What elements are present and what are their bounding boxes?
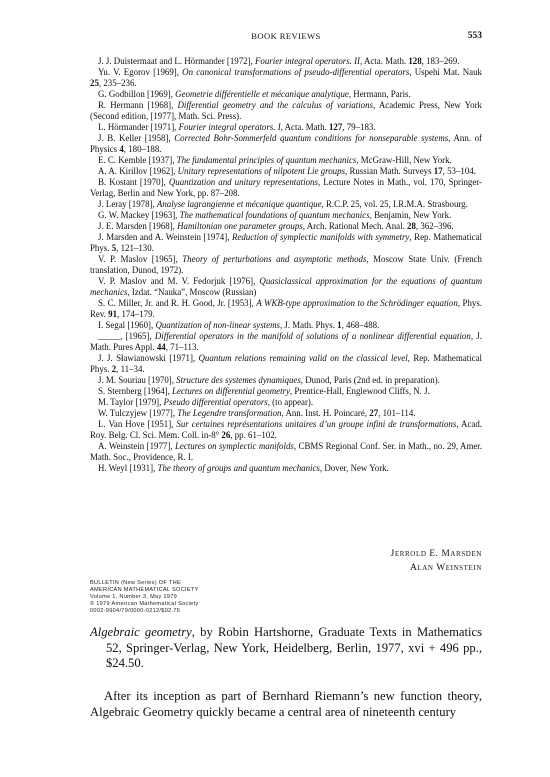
reference-pages: , 235–236. xyxy=(98,78,137,88)
reference-list xyxy=(90,56,482,474)
reference-volume: 1 xyxy=(337,320,342,330)
reference-authors: I. Segal [1960], xyxy=(98,320,156,330)
reference-entry xyxy=(90,210,482,221)
reference-pages: , 11–34. xyxy=(116,364,145,374)
reference-entry xyxy=(90,122,482,133)
reference-source: , CBMS Regional Conf. Ser. in Math., no. 29, Amer. Math. Soc., Providence, R. I. xyxy=(90,441,482,462)
reference-title: Quantum relations remaining valid on the classical level xyxy=(198,353,408,363)
reference-authors: G. Godbillon [1969], xyxy=(98,89,176,99)
reference-title: Lectures on differential geometry xyxy=(172,386,290,396)
reference-title: Lectures on symplectic manifolds xyxy=(174,441,294,451)
reference-title: The Legendre transformation xyxy=(177,408,282,418)
reference-title: Structure des systemes dynamiques xyxy=(176,375,301,385)
running-head xyxy=(90,31,482,45)
reference-source: , Russian Math. Surveys xyxy=(345,166,434,176)
reference-volume: 44 xyxy=(156,342,166,352)
reference-entry xyxy=(90,166,482,177)
reference-title: Analyse lagrangienne et mécanique quantique xyxy=(156,199,322,209)
reference-source: , J. Math. Phys. xyxy=(279,320,338,330)
bulletin-line: Volume 1, Number 3, May 1979 xyxy=(90,594,178,600)
reference-source: , Rep. Mathematical Phys. xyxy=(90,232,482,253)
reference-title: On canonical transformations of pseudo-differential operators xyxy=(182,67,410,77)
reference-title: Differential operators in the manifold of solutions of a nonlinear differential equation xyxy=(154,331,471,341)
reference-pages: , pp. 61–102. xyxy=(230,430,277,440)
running-head-title: BOOK REVIEWS xyxy=(251,31,321,41)
reference-authors: J. J. Duistermaat and L. Hörmander [1972], xyxy=(98,56,255,66)
reference-title: Quasiclassical approximation for the equations of quantum mechanics xyxy=(90,276,482,297)
review-body xyxy=(90,689,482,720)
reference-entry xyxy=(90,375,482,386)
bulletin-line: BULLETIN (New Series) OF THE xyxy=(90,580,181,586)
reference-authors: J. Leray [1978], xyxy=(98,199,157,209)
reference-volume: 26 xyxy=(221,430,231,440)
reference-entry xyxy=(90,199,482,210)
reference-source: , Ann. of Physics xyxy=(90,133,482,154)
reference-source: , Ann. Inst. H. Poincaré, xyxy=(281,408,370,418)
reference-entry xyxy=(90,67,482,89)
reference-source: , J. Math. Pures Appl. xyxy=(90,331,482,352)
reference-title: The fundamental principles of quantum mechanics xyxy=(176,155,357,165)
reference-authors: L. Van Hove [1951], xyxy=(98,419,177,429)
reference-title: Pseudo differential operators xyxy=(163,397,268,407)
reference-authors: A. Weinstein [1977], xyxy=(98,441,175,451)
reference-authors: J. J. Sławianowski [1971], xyxy=(98,353,199,363)
reference-authors: A. A. Kirillov [1962], xyxy=(98,166,178,176)
bulletin-line: 0002-9904/79/0000-0212/$02.75 xyxy=(90,608,181,614)
reference-volume: 27 xyxy=(369,408,379,418)
reference-volume: 4 xyxy=(119,144,124,154)
reference-volume: 5 xyxy=(111,243,117,253)
reference-volume: 128 xyxy=(408,56,422,66)
reference-pages: , 362–396. xyxy=(415,221,454,231)
reference-source: , McGraw-Hill, New York. xyxy=(356,155,452,165)
reference-authors: H. Weyl [1931], xyxy=(98,463,158,473)
bulletin-line: AMERICAN MATHEMATICAL SOCIETY xyxy=(90,587,199,593)
reference-entry xyxy=(90,298,482,320)
reference-entry xyxy=(90,397,482,408)
reference-entry xyxy=(90,320,482,331)
reference-pages: , 121–130. xyxy=(116,243,154,253)
reference-title: Corrected Bohr-Sommerfeld quantum conditions for nonseparable systems xyxy=(174,133,449,143)
reference-source: , Izdat. “Nauka”, Moscow (Russian) xyxy=(127,287,257,297)
reference-authors: J. E. Marsden [1968], xyxy=(98,221,178,231)
reference-entry xyxy=(90,419,482,441)
reference-authors: W. Tulczyjew [1977], xyxy=(98,408,178,418)
signature-author-2: Alan Weinstein xyxy=(410,562,482,573)
reference-pages: , 174–179. xyxy=(117,309,155,319)
reference-authors: J. Marsden and A. Weinstein [1974], xyxy=(98,232,232,242)
reference-pages: , 53–104. xyxy=(442,166,476,176)
reference-title: Reduction of symplectic manifolds with symmetry xyxy=(231,232,410,242)
reference-entry xyxy=(90,100,482,122)
page-number: 553 xyxy=(467,31,482,41)
book-title: Algebraic geometry xyxy=(90,625,192,639)
reference-title: Hamiltonian one parameter groups xyxy=(177,221,303,231)
reference-source: , Hermann, Paris. xyxy=(348,89,411,99)
reference-title: A WKB-type approximation to the Schrödinger equation xyxy=(256,298,458,308)
reference-entry xyxy=(90,133,482,155)
reference-title: The mathematical foundations of quantum mechanics xyxy=(179,210,370,220)
reference-authors: G. W. Mackey [1963], xyxy=(98,210,180,220)
reference-source: , Lecture Notes in Math., vol. 170, Springer-Verlag, Berlin and New York, pp. 87–208. xyxy=(90,177,483,198)
reference-title: Fourier integral operators. I xyxy=(178,122,281,132)
reference-title: Geometrie différentielle et mécanique analytique xyxy=(175,89,349,99)
bulletin-line: © 1979 American Mathematical Society xyxy=(90,601,199,607)
reference-entry xyxy=(90,254,482,276)
signature-author-1: Jerrold E. Marsden xyxy=(390,549,482,559)
reference-authors: S. C. Miller, Jr. and R. H. Good, Jr. [1953], xyxy=(98,298,257,308)
reference-pages: , 79–183. xyxy=(342,122,376,132)
reference-source: , Acta. Math. xyxy=(360,56,409,66)
reference-entry xyxy=(90,221,482,232)
reference-source: , Arch. Rational Mech. Anal. xyxy=(302,221,408,231)
reference-authors: V. P. Maslov [1965], xyxy=(98,254,183,264)
reference-entry xyxy=(90,56,482,67)
reference-entry xyxy=(90,441,482,463)
reference-volume: 17 xyxy=(433,166,443,176)
reference-authors: V. P. Maslov and M. V. Fedorjuk [1976], xyxy=(98,276,260,286)
reference-entry xyxy=(90,89,482,100)
reference-volume: 91 xyxy=(108,309,118,319)
reference-title: Unitary representations of nilpotent Lie groups xyxy=(177,166,346,176)
reference-source: , (to appear). xyxy=(267,397,314,407)
bulletin-notice xyxy=(90,580,340,615)
reference-volume: 28 xyxy=(407,221,416,231)
reference-source: , Benjamin, New York. xyxy=(369,210,452,220)
reference-title: The theory of groups and quantum mechanics xyxy=(157,463,320,473)
reference-authors: M. Taylor [1979], xyxy=(98,397,164,407)
reference-authors: Yu. V. Egorov [1969], xyxy=(98,67,183,77)
reference-authors: J. M. Souriau [1970], xyxy=(98,375,177,385)
reference-entry xyxy=(90,408,482,419)
reference-source: , Prentice-Hall, Englewood Cliffs, N. J. xyxy=(289,386,430,396)
reference-pages: , 468–488. xyxy=(341,320,380,330)
reference-title: Quantization of non-linear systems xyxy=(155,320,280,330)
reference-entry xyxy=(90,177,482,199)
reference-entry xyxy=(90,386,482,397)
reference-volume: 127 xyxy=(328,122,343,132)
reference-title: Fourier integral operators. II xyxy=(255,56,361,66)
reference-authors: J. B. Keller [1958], xyxy=(98,133,175,143)
reference-authors: E. C. Kemble [1937], xyxy=(98,155,177,165)
reference-pages: , 71–113. xyxy=(165,342,199,352)
review-citation xyxy=(90,625,482,672)
book-details: , by Robin Hartshorne, Graduate Texts in Mathematics 52, Springer-Verlag, New York, Heidelberg, Berlin, 1977, xvi + 496 pp., $24.50. xyxy=(106,625,482,670)
reference-authors: B. Kostant [1970], xyxy=(98,177,169,187)
reference-pages: , 101–114. xyxy=(378,408,416,418)
reference-source: , Moscow State Univ. (French translation, Dunod, 1972). xyxy=(90,254,482,275)
reference-source: , Acad. Roy. Belg. Cl. Sci. Mem. Coll. in-8° xyxy=(90,419,482,440)
reference-authors: L. Hörmander [1971], xyxy=(98,122,179,132)
reference-entry xyxy=(90,353,482,375)
reference-entry xyxy=(90,276,482,298)
reference-title: Sur certaines représentations unitaires d’un groupe infini de transformations xyxy=(176,419,457,429)
reference-title: Differential geometry and the calculus of variations xyxy=(177,100,374,110)
reference-title: Quantization and unitary representations xyxy=(168,177,318,187)
reference-title: Theory of perturbations and asymptotic methods xyxy=(182,254,367,264)
review-heading xyxy=(90,625,482,672)
reference-entry xyxy=(90,331,482,353)
reference-entry xyxy=(90,463,482,474)
reference-source: , Dover, New York. xyxy=(319,463,389,473)
reference-authors: R. Hermann [1968], xyxy=(98,100,178,110)
reference-volume: 2 xyxy=(111,364,117,374)
reference-pages: , 180–188. xyxy=(123,144,162,154)
reference-entry xyxy=(90,155,482,166)
reference-volume: 25 xyxy=(90,78,99,88)
reference-authors: S. Sternberg [1964], xyxy=(98,386,173,396)
reference-pages: , 183–269. xyxy=(421,56,460,66)
reference-entry xyxy=(90,232,482,254)
review-paragraph: After its inception as part of Bernhard Riemann’s new function theory, Algebraic Geometry quickly became a central area of nineteenth century xyxy=(90,689,482,719)
reference-source: , Acta. Math. xyxy=(280,122,329,132)
reference-source: , Dunod, Paris (2nd ed. in preparation). xyxy=(300,375,440,385)
reference-source: , Uspehi Mat. Nauk xyxy=(409,67,482,77)
reference-source: , Phys. Rev. xyxy=(90,298,482,319)
reference-source: , Rep. Mathematical Phys. xyxy=(90,353,482,374)
reference-source: , Academic Press, New York (Second edition, [1977], Math. Sci. Press). xyxy=(90,100,482,121)
reference-source: , R.C.P. 25, vol. 25, I.R.M.A. Strasbourg. xyxy=(321,199,468,209)
review-signatures xyxy=(90,548,482,575)
reference-authors: _____, [1965], xyxy=(98,331,155,341)
